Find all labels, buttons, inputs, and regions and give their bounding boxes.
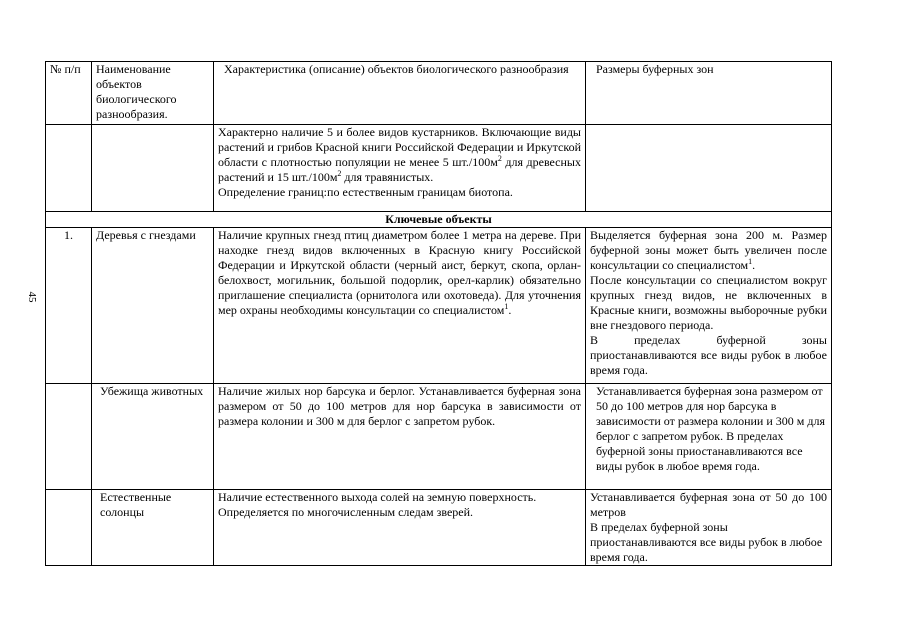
cell-num — [46, 490, 92, 566]
cell-buffer: Устанавливается буферная зона размером от 50 до 100 метров для нор барсука в зависимости от размера колонии и 300 м для берлог с запретом рубок. В пределах буферной зоны приостанавливаются все виды рубок в любое время года. — [586, 384, 832, 490]
cell-buffer — [586, 490, 832, 566]
buffer-paragraph: Устанавливается буферная зона от 50 до 100 метров — [590, 490, 827, 519]
cell-characteristic: Наличие крупных гнезд птиц диаметром более 1 метра на дереве. При находке гнезд видов включенных в Красную книгу Российской Федерации и Иркутской области (черный аист, беркут, скопа, орлан-белохвост, могильник, большой подорлик, орел-карлик) обязательно приглашение специалиста (орнитолога или охотоведа). Для уточнения мер охраны необходимы консультации со специалистом$^1$. — [214, 228, 586, 384]
cell-name: Естественные солонцы — [92, 490, 214, 566]
table-row — [46, 490, 832, 566]
table-row — [46, 384, 832, 490]
biodiversity-objects-table — [45, 61, 832, 566]
cell-characteristic: Наличие естественного выхода солей на земную поверхность. Определяется по многочисленным следам зверей. — [214, 490, 586, 566]
cell-num — [46, 125, 92, 212]
cell-name: Убежища животных — [92, 384, 214, 490]
cell-num — [46, 384, 92, 490]
boundary-text: Определение границ:по естественным границам биотопа. — [218, 185, 513, 199]
shrub-text: Характерно наличие 5 и более видов кустарников. Включающие виды растений и грибов Красной книги Российской Федерации и Иркутской области с плотностью популяции не менее 5 $шт./100м^2$ для древесных растений и 15 $шт./100м^2$ для травянистых. — [218, 125, 581, 184]
buffer-paragraph: После консультации со специалистом вокруг крупных гнезд видов, не включенных в Красные книги, возможны выборочные рубки вне гнездового периода. — [590, 273, 827, 332]
cell-name — [92, 125, 214, 212]
section-row — [46, 212, 832, 228]
header-name: Наименование объектов биологического разнообразия. — [92, 62, 214, 125]
cell-characteristic: Наличие жилых нор барсука и берлог. Устанавливается буферная зона размером от 50 до 100 метров для нор барсука в зависимости от размера колонии и 300 м для берлог с запретом рубок. — [214, 384, 586, 490]
page-number: 45 — [26, 291, 38, 303]
cell-characteristic — [214, 125, 586, 212]
cell-buffer — [586, 125, 832, 212]
header-num: № п/п — [46, 62, 92, 125]
cell-buffer — [586, 228, 832, 384]
header-buffer: Размеры буферных зон — [586, 62, 832, 125]
cell-name: Деревья с гнездами — [92, 228, 214, 384]
cell-num: 1. — [46, 228, 92, 384]
buffer-paragraph: В пределах буферной зоны приостанавливаются все виды рубок в любое время года. — [590, 333, 827, 377]
table-row-continued — [46, 125, 832, 212]
buffer-paragraph: Выделяется буферная зона 200 м. Размер буферной зоны может быть увеличен после консультации со специалистом$^1$. — [590, 228, 827, 272]
buffer-paragraph: В пределах буферной зоны приостанавливаются все виды рубок в любое время года. — [590, 520, 823, 564]
table-row — [46, 228, 832, 384]
table-header-row — [46, 62, 832, 125]
header-characteristic: Характеристика (описание) объектов биологического разнообразия — [214, 62, 586, 125]
section-title: Ключевые объекты — [46, 212, 832, 228]
